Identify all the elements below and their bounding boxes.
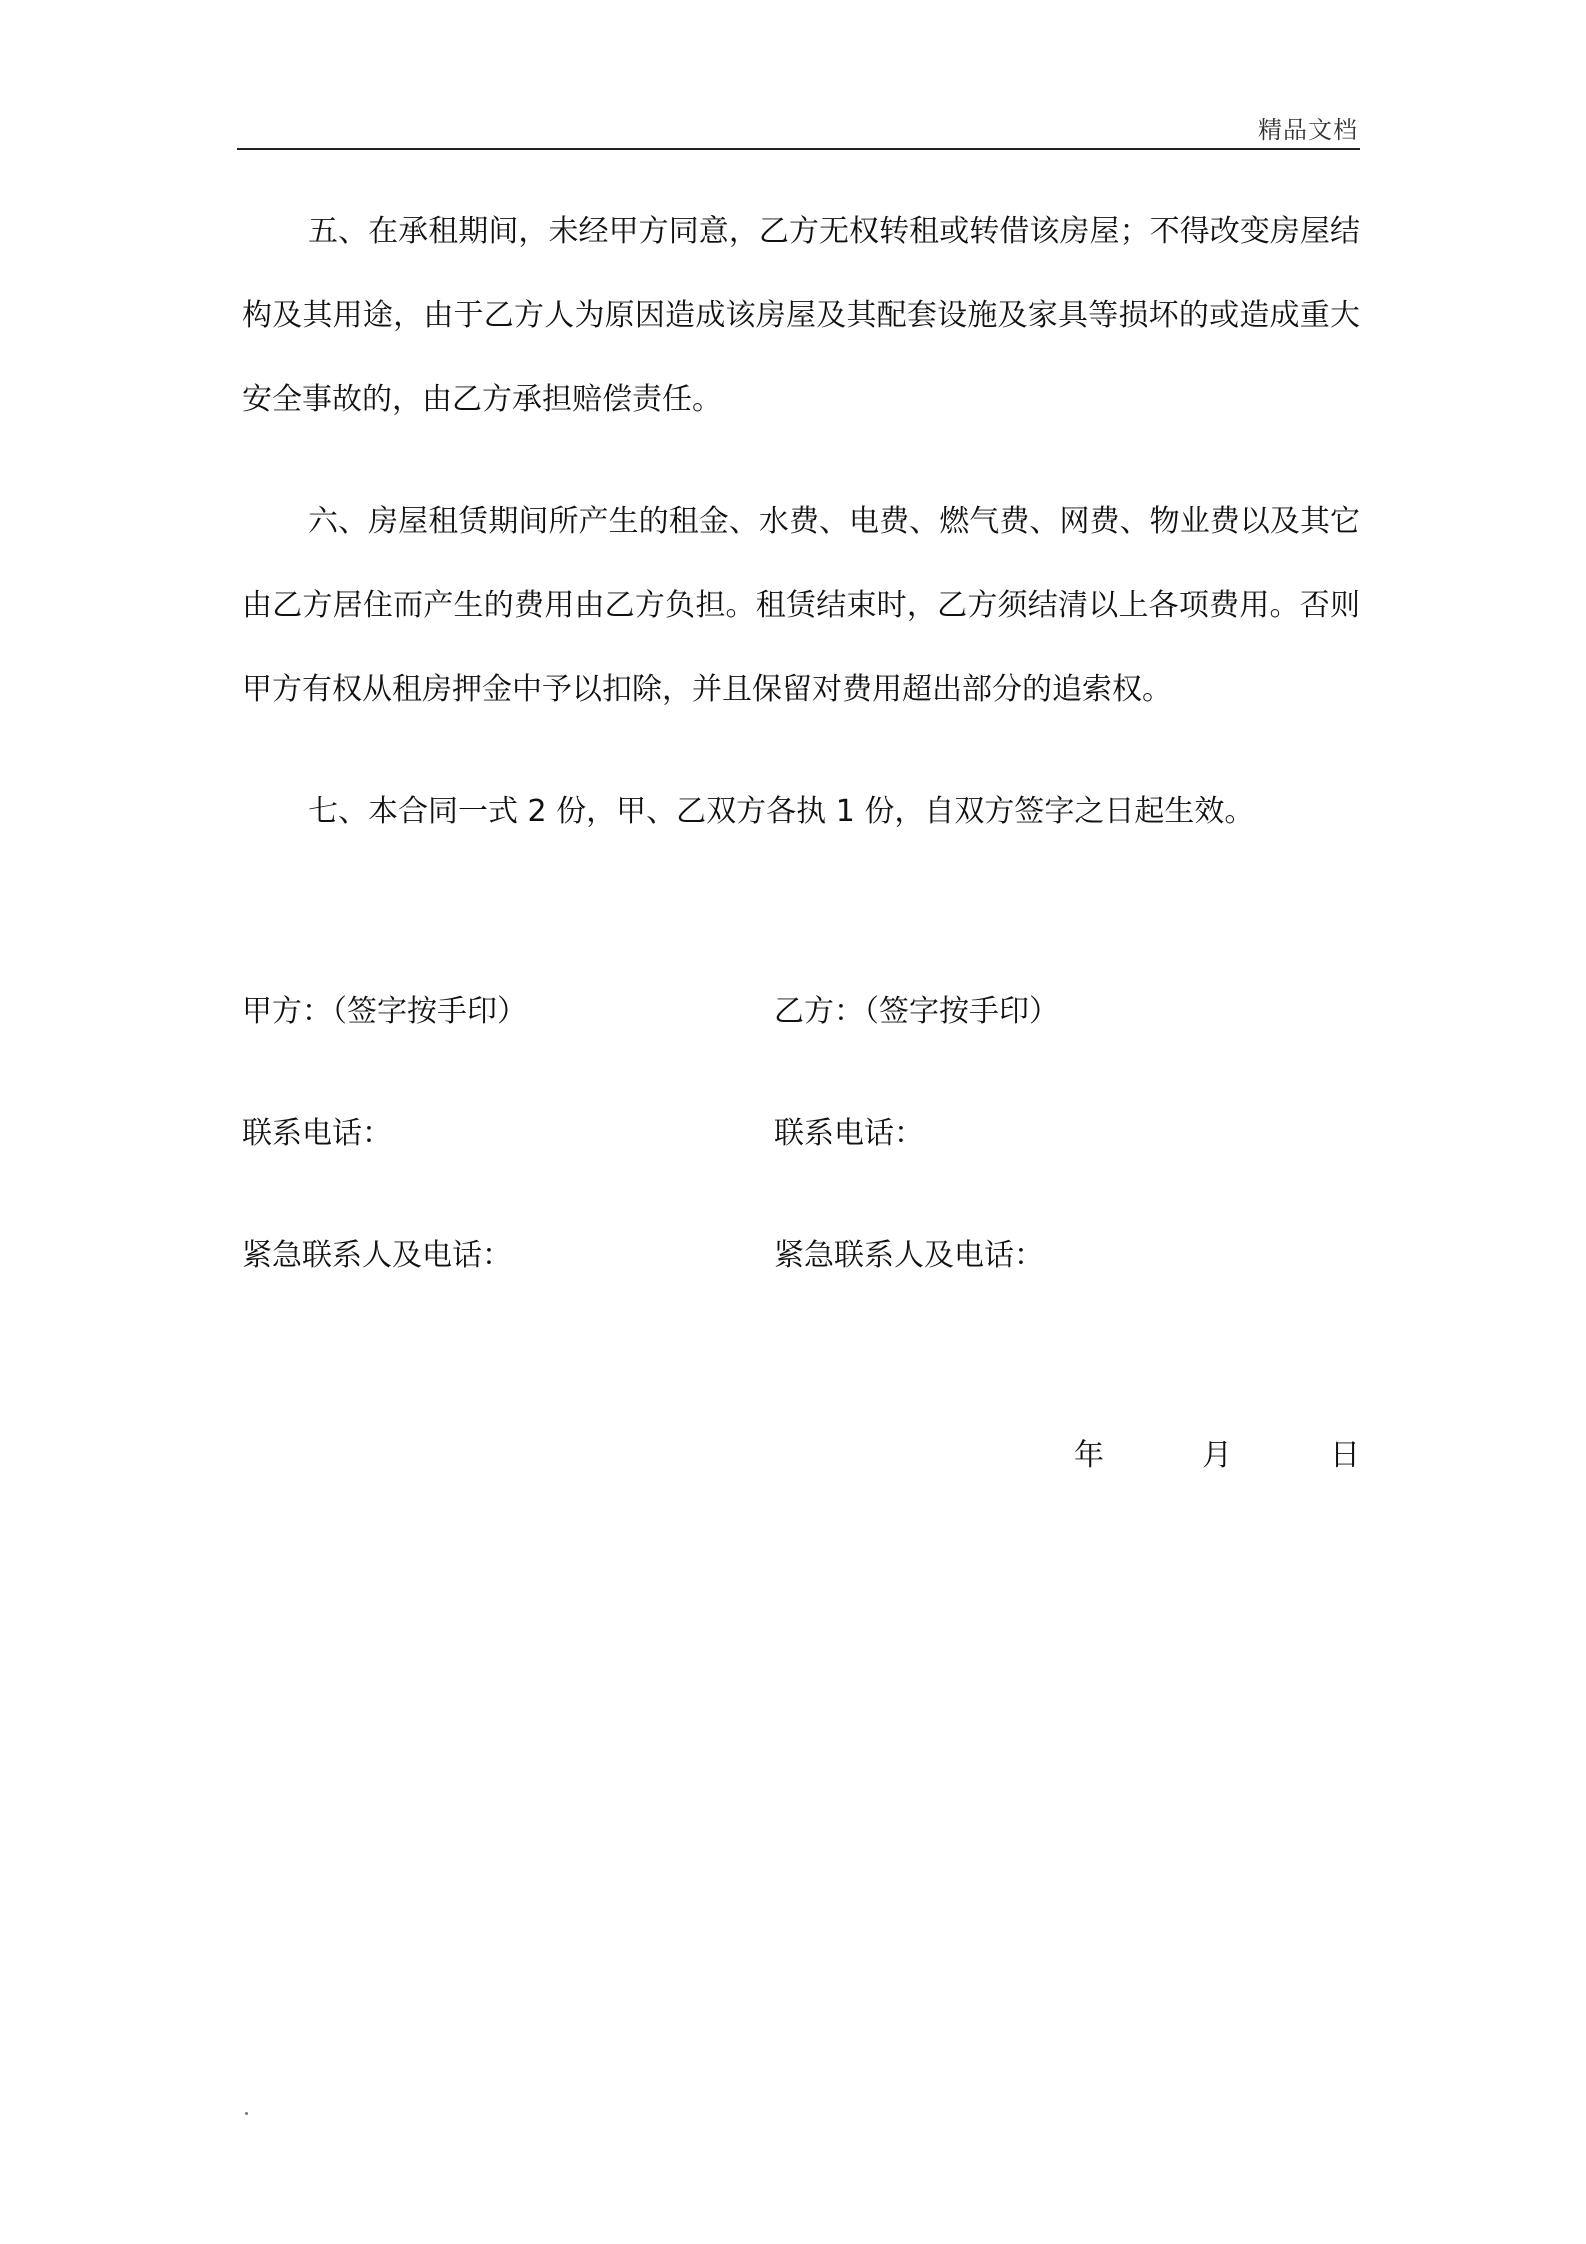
clauses-section — [242, 190, 1360, 892]
party-a-signature-label: 甲方：（签字按手印） — [242, 994, 527, 1029]
date-month-label: 月 — [1202, 1438, 1232, 1473]
clause-5: 五、在承租期间，未经甲方同意，乙方无权转租或转借该房屋；不得改变房屋结构及其用途，由于乙方人为原因造成该房屋及其配套设施及家具等损坏的或造成重大安全事故的，由乙方承担赔偿责任。 — [242, 214, 1360, 417]
party-b-emergency-label: 紧急联系人及电话： — [774, 1238, 1044, 1273]
date-day-label: 日 — [1330, 1438, 1360, 1473]
footer-mark — [245, 2112, 248, 2115]
party-b-phone-label: 联系电话： — [774, 1116, 924, 1151]
header-label: 精品文档 — [1258, 116, 1358, 144]
clause-7: 七、本合同一式 2 份，甲、乙双方各执 1 份，自双方签字之日起生效。 — [308, 794, 1255, 829]
header-rule — [237, 148, 1360, 150]
emergency-row — [242, 1214, 1360, 1336]
clause-6: 六、房屋租赁期间所产生的租金、水费、电费、燃气费、网费、物业费以及其它由乙方居住而产生的费用由乙方负担。租赁结束时，乙方须结清以上各项费用。否则甲方有权从租房押金中予以扣除，并且保留对费用超出部分的追索权。 — [242, 504, 1360, 707]
signature-row — [242, 970, 1360, 1092]
date-year-label: 年 — [1074, 1438, 1104, 1473]
party-a-phone-label: 联系电话： — [242, 1116, 392, 1151]
signature-block — [242, 970, 1360, 1336]
phone-row — [242, 1092, 1360, 1214]
party-a-emergency-label: 紧急联系人及电话： — [242, 1238, 512, 1273]
party-b-signature-label: 乙方：（签字按手印） — [774, 994, 1059, 1029]
date-line — [1074, 1414, 1360, 1498]
